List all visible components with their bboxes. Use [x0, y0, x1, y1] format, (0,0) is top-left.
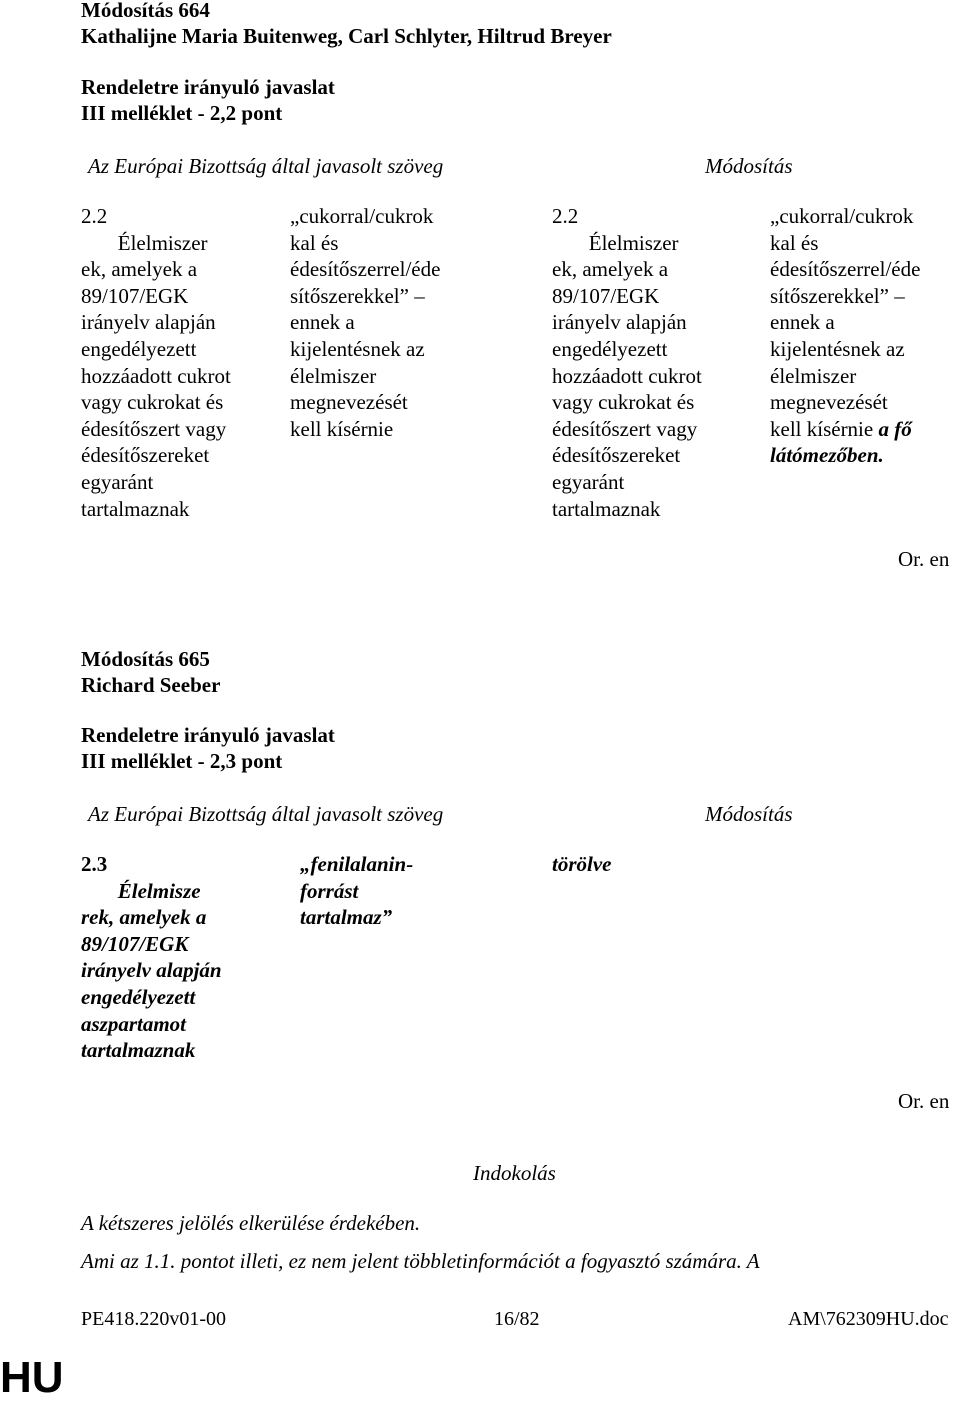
amendment-664-amendment-item: 2.2 Élelmiszer ek, amelyek a 89/107/EGK irányelv alapján engedélyezett hozzáadott cukrot vagy cukrokat és édesítőszert vagy édesítőszereket egyaránt tartalmaznak: [552, 204, 702, 521]
amendment-665-title: Módosítás 665: [81, 647, 210, 671]
amendment-665-authors: Richard Seeber: [81, 673, 221, 697]
justification-heading: Indokolás: [473, 1161, 556, 1185]
amendment-664-col-header-commission: Az Európai Bizottság által javasolt szöveg: [88, 154, 444, 178]
amendment-665-commission-text: „fenilalanin- forrást tartalmaz”: [300, 852, 414, 930]
amendment-665-original-language: Or. en: [898, 1089, 950, 1113]
amendment-665-col-header-amendment: Módosítás: [705, 802, 793, 826]
amendment-664-amendment-text-added-b: látómezőben.: [770, 443, 884, 468]
justification-line-1: A kétszeres jelölés elkerülése érdekében.: [81, 1211, 421, 1235]
amendment-664-amendment-text-added-a: a fő: [873, 416, 912, 441]
language-code: HU: [0, 1353, 64, 1402]
amendment-664-commission-text: „cukorral/cukrok kal és édesítőszerrel/éde sítőszerekkel” – ennek a kijelentésnek az élelmiszer megnevezését kell kísérnie: [290, 204, 441, 441]
amendment-664-amendment-text-plain: „cukorral/cukrok kal és édesítőszerrel/éde sítőszerekkel” – ennek a kijelentésnek az élelmiszer megnevezését kell kísérnie: [770, 204, 921, 441]
amendment-664-original-language: Or. en: [898, 547, 950, 571]
amendment-665-proposal: Rendeletre irányuló javaslat: [81, 723, 335, 747]
amendment-665-commission-item: [81, 851, 222, 1064]
amendment-665-item-text: Élelmisze rek, amelyek a 89/107/EGK irányelv alapján engedélyezett aszpartamot tartalmaznak: [81, 878, 222, 1063]
amendment-664-col-header-amendment: Módosítás: [705, 154, 793, 178]
amendment-664-proposal: Rendeletre irányuló javaslat: [81, 75, 335, 99]
amendment-665-amendment-deleted: törölve: [552, 852, 612, 876]
footer-document-number: PE418.220v01-00: [81, 1308, 226, 1330]
amendment-664-authors: Kathalijne Maria Buitenweg, Carl Schlyter, Hiltrud Breyer: [81, 24, 612, 48]
amendment-664-reference: III melléklet - 2,2 pont: [81, 101, 283, 125]
footer-page-number: 16/82: [494, 1308, 540, 1330]
amendment-664-amendment-text: [770, 203, 920, 469]
amendment-664-title: Módosítás 664: [81, 0, 210, 22]
footer-file-name: AM\762309HU.doc: [788, 1308, 949, 1330]
justification-line-2: Ami az 1.1. pontot illeti, ez nem jelent többletinformációt a fogyasztó számára. A: [81, 1249, 760, 1273]
amendment-665-col-header-commission: Az Európai Bizottság által javasolt szöveg: [88, 802, 444, 826]
amendment-664-commission-item: 2.2 Élelmiszer ek, amelyek a 89/107/EGK irányelv alapján engedélyezett hozzáadott cukrot vagy cukrokat és édesítőszert vagy édesítőszereket egyaránt tartalmaznak: [81, 204, 231, 521]
amendment-665-reference: III melléklet - 2,3 pont: [81, 749, 283, 773]
amendment-665-item-number: 2.3: [81, 852, 108, 876]
